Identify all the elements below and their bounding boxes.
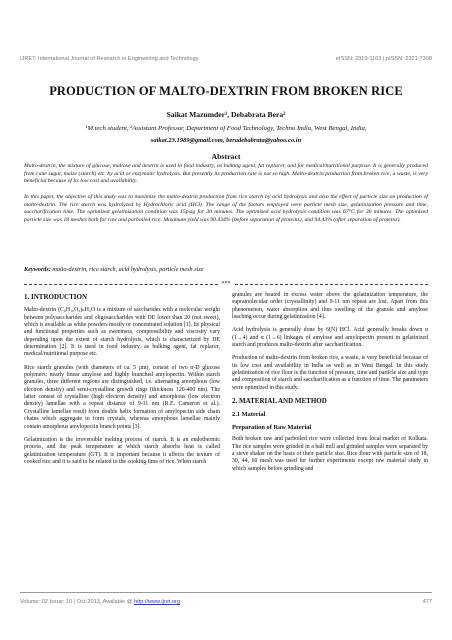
section-heading-material-method: 2. MATERIAL AND METHOD [232,397,327,406]
journal-link[interactable]: http://www.ijret.org [134,599,181,605]
section-divider [24,281,428,287]
subsection-heading-raw-material: Preparation of Raw Material [232,423,312,431]
keywords-line [24,266,428,273]
journal-name: IJRET: International Journal of Research in Engineering and Technology [20,56,199,62]
body-paragraph: Gelatinization is the irreversible melting process of starch. It is an endothermic process, and the peak temperature at which starch absorbs heat is called gelatinization temperature (GT). It is important because it affects the texture of cooked rice and it is said to be related to the cooking time of rice. When starch [24,436,220,465]
right-column [232,292,428,479]
issn-info: eISSN: 2319-1163 | pISSN: 2321-7308 [335,56,432,62]
page-number: 477 [422,599,432,605]
paper-title: PRODUCTION OF MALTO-DEXTRIN FROM BROKEN RICE [49,84,403,98]
keywords-label: Keywords: [24,266,51,273]
abstract-paragraph: Malto-dextrin, the mixture of glucose, maltose and dextrin is used in food industry, as bulking agent, fat replacer, and for medical/nutritional purpose. It is generally produced from cane sugar, maize (starch) etc. by acid or enzymatic hydrolysis. But presently its production rate is not so high. Malto-dextrin production from broken rice, a waste, is very beneficial because of its low cost and availability. [24,163,428,185]
footer-rule [20,592,432,593]
body-paragraph: Both broken raw and parboiled rice were collected from local market of Kolkata. The rice samples were grinded in a ball mill and grinded samples were separated by a sieve shaker on the basis of their particle size. Rice flour with particle size of 18, 30, 44, 60 mesh was used for further experiments except raw material study in which samples before grinding and [232,436,428,472]
body-paragraph: granules are heated in excess water above the gelatinization temperature, the supramolecular order (crystallinity) and 9-11 nm repeat are lost. Apart from this phenomenon, water absorption and thus swelling of the granule and amylose leaching occur during gelatinization [4]. [232,292,428,321]
keywords-text: malto-dextrin, rice starch, acid hydrolysis, particle mesh size [52,266,204,273]
author-list: Saikat Mazumder¹, Debabrata Bera² [166,110,286,119]
author-emails: saikat.23.1989@gmail.com, beradebabrata@yahoo.co.in [150,137,302,144]
body-paragraph: Rice starch granules (with diameters of ca. 5 μm), consist of two α-D glucose polymers: nearly linear amylose and highly branched amylopectin. Within starch granules, three different regions are distinguished, i.e. alternating amorphous (low electron density) and semi-crystalline growth rings (thickness 120-400 nm). The latter consist of crystalline (high electron density) and amorphous (low electron density) lamellae with a repeat distance of 9-11 nm (R.E. Cameron et al.). Crystalline lamellae result from double helix formation of amylopectin side chain chains which aggregate to form crystals, whereas amorphous lamellae mainly contain amorphous amylopectin branch points [3]. [24,364,220,430]
section-heading-introduction: 1. INTRODUCTION [24,293,88,301]
divider-stars: *** [221,281,231,287]
left-column [24,292,220,472]
footer-volume-text: Volume: 02 Issue: 10 | Oct-2013, Available @ [20,599,133,605]
subsection-heading-material: 2.1 Material [232,411,266,419]
divider-dash [235,284,429,285]
abstract-heading: Abstract [211,152,241,161]
divider-dash [24,284,218,285]
author-affiliation: ¹M.tech student, ²Assistant Professor, Department of Food Technology, Techno India, West Bengal, India, [85,125,367,132]
footer-volume [20,599,180,605]
journal-header [20,56,432,62]
body-paragraph: Malto-dextrin (C₆H₁₀O₅)ₙH₂O is a mixture of saccharides with a molecular weight between polysaccharides and oligosaccharides with DE lower than 20 (not sweet), which is available as white powders mostly or concentrated solution [1]. Its physical and functional properties such as sweetness, compressibility and viscosity vary depending upon the extent of starch hydrolysis, which is characterized by DE determination [2]. It is used in food industry, as bulking agent, fat replacer, medical/nutritional purpose etc. [24,307,220,358]
page-footer [20,599,432,605]
body-paragraph: Production of malto-dextrin from broken rice, a waste, is very beneficial because of its low cost and availability in India as well as in West Bengal. In this study gelatinization of rice flour is the function of pressure, time and particle size and type and composition of starch and saccharification as a function of time. The parameters were optimized in this study. [232,355,428,391]
body-paragraph: Acid hydrolysis is generally done by 6(N) HCl. Acid generally breaks down α (1→4) and α (1→6) linkages of amylose and amylopectin present in gelatinized starch and produces malto-dextrin after saccharification. [232,327,428,349]
abstract-paragraph: In this paper, the objective of this study was to maximize the malto-dextrin production from rice starch by acid hydrolysis and also the effect of particle size on production of malto-dextrin. The rice starch was hydrolyzed by Hydrochloric acid (HCl). The range of the factors employed were particle mesh size, gelatinization pressure and time, saccharification time. The optimized gelatinization condition was 15psig for 30 minutes. The optimized acid hydrolysis condition was 67°C for 30 minutes. The optimized particle size was 18 meshes both for raw and parboiled rice. Maximum yield was 90.434% (before separation of proteins), and 94.43% (after separation of proteins). [24,194,428,223]
